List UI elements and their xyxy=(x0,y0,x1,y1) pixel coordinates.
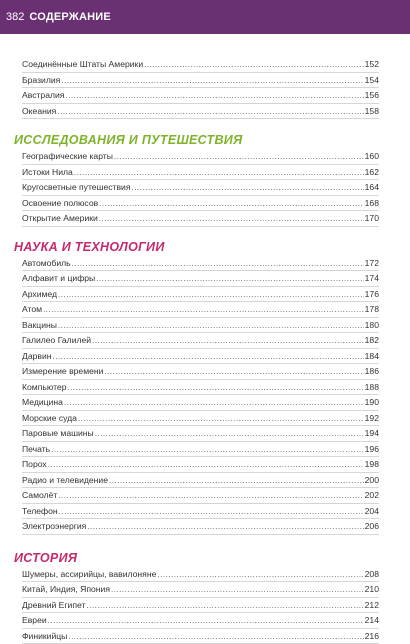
toc-entry[interactable] xyxy=(22,411,379,427)
toc-list xyxy=(0,567,410,644)
toc-entry-title: Алфавит и цифры xyxy=(22,271,95,287)
toc-entry[interactable] xyxy=(22,333,379,349)
toc-entry-page: 206 xyxy=(365,519,379,535)
toc-entry-title: Архимед xyxy=(22,287,57,303)
toc-entry-page: 214 xyxy=(365,613,379,629)
dot-leader xyxy=(48,613,364,629)
toc-entry-title: Электроэнергия xyxy=(22,519,86,535)
toc-entry[interactable] xyxy=(22,88,379,104)
dot-leader xyxy=(86,598,363,614)
toc-entry-page: 210 xyxy=(365,582,379,598)
toc-entry-page: 204 xyxy=(365,504,379,520)
dot-leader xyxy=(51,442,364,458)
dot-leader xyxy=(99,196,363,212)
dot-leader xyxy=(67,380,363,396)
toc-entry[interactable] xyxy=(22,442,379,458)
toc-entry-page: 194 xyxy=(365,426,379,442)
dot-leader xyxy=(43,302,364,318)
toc-entry[interactable] xyxy=(22,380,379,396)
toc-entry-page: 208 xyxy=(365,567,379,583)
dot-leader xyxy=(132,180,364,196)
toc-entry[interactable] xyxy=(22,395,379,411)
toc-entry[interactable] xyxy=(22,426,379,442)
toc-entry-title: Соединённые Штаты Америки xyxy=(22,57,143,73)
toc-entry-title: Дарвин xyxy=(22,349,52,365)
toc-entry-page: 216 xyxy=(365,629,379,644)
toc-entry-page: 172 xyxy=(365,256,379,272)
toc-entry-title: Медицина xyxy=(22,395,63,411)
toc-entry-title: Измерение времени xyxy=(22,364,103,380)
dot-leader xyxy=(68,629,363,644)
toc-list xyxy=(0,256,410,535)
toc-entry-page: 212 xyxy=(365,598,379,614)
toc-entry-title: Финикийцы xyxy=(22,629,67,644)
toc-entry-title: Освоение полюсов xyxy=(22,196,98,212)
dot-leader xyxy=(59,504,364,520)
table-of-contents xyxy=(0,57,410,644)
dot-leader xyxy=(72,256,364,272)
toc-section-history xyxy=(0,549,410,644)
toc-entry-title: Кругосветные путешествия xyxy=(22,180,131,196)
toc-entry-page: 186 xyxy=(365,364,379,380)
header-bar xyxy=(0,0,410,34)
toc-entry-page: 182 xyxy=(365,333,379,349)
toc-entry[interactable] xyxy=(22,567,379,583)
dot-leader xyxy=(92,333,364,349)
dot-leader xyxy=(61,73,363,89)
dot-leader xyxy=(58,318,364,334)
toc-entry[interactable] xyxy=(22,287,379,303)
dot-leader xyxy=(74,165,364,181)
toc-entry-page: 164 xyxy=(365,180,379,196)
dot-leader xyxy=(87,519,363,535)
toc-entry[interactable] xyxy=(22,180,379,196)
toc-entry-title: Евреи xyxy=(22,613,47,629)
toc-entry-page: 170 xyxy=(365,211,379,227)
toc-entry[interactable] xyxy=(22,318,379,334)
toc-entry-title: Порох xyxy=(22,457,47,473)
toc-entry-page: 190 xyxy=(365,395,379,411)
toc-entry-title: Австралия xyxy=(22,88,64,104)
toc-entry-title: Открытие Америки xyxy=(22,211,98,227)
dot-leader xyxy=(48,457,364,473)
toc-entry-page: 154 xyxy=(365,73,379,89)
page-number: 382 xyxy=(6,11,24,23)
toc-entry-page: 176 xyxy=(365,287,379,303)
toc-entry-title: Телефон xyxy=(22,504,58,520)
toc-entry[interactable] xyxy=(22,104,379,120)
toc-section-science xyxy=(0,238,410,535)
toc-entry[interactable] xyxy=(22,211,379,227)
toc-entry[interactable] xyxy=(22,57,379,73)
toc-entry-title: Древний Египет xyxy=(22,598,85,614)
toc-entry[interactable] xyxy=(22,488,379,504)
dot-leader xyxy=(78,411,364,427)
toc-section-countries xyxy=(0,57,410,119)
toc-entry-title: Шумеры, ассирийцы, вавилоняне xyxy=(22,567,156,583)
toc-entry[interactable] xyxy=(22,73,379,89)
toc-entry[interactable] xyxy=(22,519,379,535)
toc-entry-page: 180 xyxy=(365,318,379,334)
dot-leader xyxy=(157,567,363,583)
toc-entry-title: Самолёт xyxy=(22,488,57,504)
toc-entry-title: Истоки Нила xyxy=(22,165,73,181)
toc-entry[interactable] xyxy=(22,271,379,287)
toc-entry[interactable] xyxy=(22,256,379,272)
toc-entry-page: 200 xyxy=(365,473,379,489)
dot-leader xyxy=(104,364,363,380)
toc-entry[interactable] xyxy=(22,302,379,318)
toc-list xyxy=(0,57,410,119)
toc-entry-page: 158 xyxy=(365,104,379,120)
toc-entry-title: Вакцины xyxy=(22,318,57,334)
dot-leader xyxy=(144,57,364,73)
toc-entry[interactable] xyxy=(22,629,379,644)
toc-entry-page: 168 xyxy=(365,196,379,212)
toc-entry[interactable] xyxy=(22,504,379,520)
toc-entry-title: Печать xyxy=(22,442,50,458)
dot-leader xyxy=(111,582,364,598)
toc-entry-page: 196 xyxy=(365,442,379,458)
toc-entry[interactable] xyxy=(22,349,379,365)
page-title: СОДЕРЖАНИЕ xyxy=(29,11,111,23)
toc-entry[interactable] xyxy=(22,457,379,473)
toc-entry-title: Океания xyxy=(22,104,56,120)
toc-section-exploration xyxy=(0,131,410,227)
toc-entry[interactable] xyxy=(22,613,379,629)
toc-entry-title: Паровые машины xyxy=(22,426,94,442)
toc-list xyxy=(0,149,410,227)
dot-leader xyxy=(64,395,364,411)
toc-entry-title: Географические карты xyxy=(22,149,113,165)
toc-entry-title: Бразилия xyxy=(22,73,60,89)
toc-entry-page: 198 xyxy=(365,457,379,473)
toc-entry-title: Радио и телевидение xyxy=(22,473,108,489)
toc-entry-page: 178 xyxy=(365,302,379,318)
dot-leader xyxy=(96,271,363,287)
toc-entry[interactable] xyxy=(22,165,379,181)
dot-leader xyxy=(65,88,363,104)
toc-entry[interactable] xyxy=(22,473,379,489)
dot-leader xyxy=(53,349,364,365)
dot-leader xyxy=(95,426,364,442)
toc-entry[interactable] xyxy=(22,364,379,380)
toc-entry-title: Атом xyxy=(22,302,42,318)
toc-entry-page: 188 xyxy=(365,380,379,396)
toc-entry-page: 160 xyxy=(365,149,379,165)
dot-leader xyxy=(58,287,364,303)
toc-entry[interactable] xyxy=(22,149,379,165)
dot-leader xyxy=(57,104,363,120)
section-heading: ИСТОРИЯ xyxy=(14,549,410,567)
toc-entry-page: 162 xyxy=(365,165,379,181)
dot-leader xyxy=(58,488,363,504)
dot-leader xyxy=(109,473,364,489)
toc-entry-title: Морские суда xyxy=(22,411,77,427)
toc-entry-page: 202 xyxy=(365,488,379,504)
toc-entry-page: 156 xyxy=(365,88,379,104)
toc-entry[interactable] xyxy=(22,196,379,212)
section-heading: ИССЛЕДОВАНИЯ И ПУТЕШЕСТВИЯ xyxy=(14,131,410,149)
dot-leader xyxy=(114,149,364,165)
toc-entry-title: Компьютер xyxy=(22,380,66,396)
toc-entry[interactable] xyxy=(22,598,379,614)
dot-leader xyxy=(99,211,364,227)
toc-entry-title: Китай, Индия, Япония xyxy=(22,582,110,598)
toc-entry-page: 152 xyxy=(365,57,379,73)
toc-entry-title: Автомобиль xyxy=(22,256,71,272)
section-heading: НАУКА И ТЕХНОЛОГИИ xyxy=(14,238,410,256)
toc-entry-page: 184 xyxy=(365,349,379,365)
toc-entry[interactable] xyxy=(22,582,379,598)
toc-entry-title: Галилео Галилей xyxy=(22,333,91,349)
toc-entry-page: 174 xyxy=(365,271,379,287)
toc-entry-page: 192 xyxy=(365,411,379,427)
